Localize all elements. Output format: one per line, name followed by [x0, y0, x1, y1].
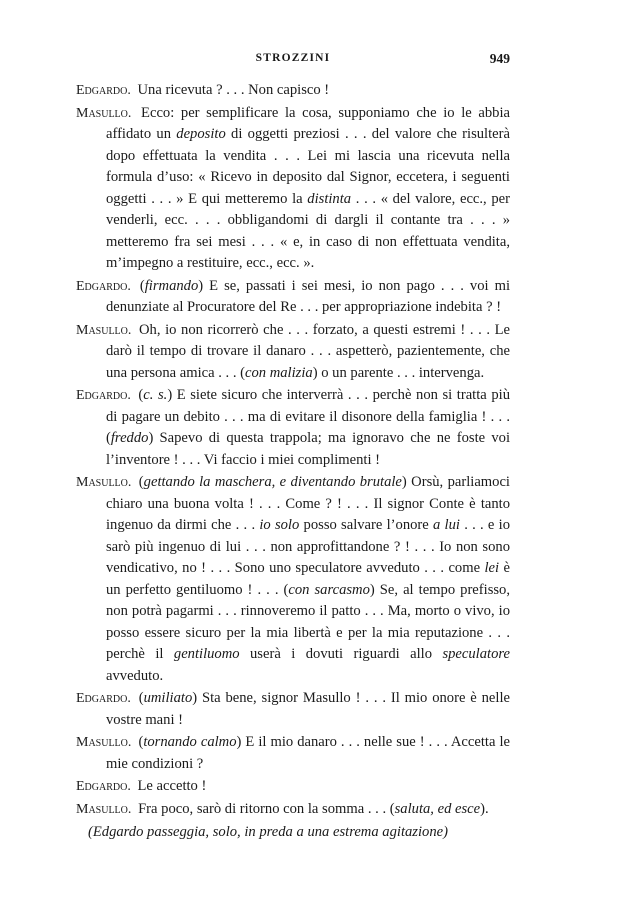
- dialogue-text: ) Orsù, parliamoci chiaro una buona volta ! . . . Come ? ! . . . Il signor Conte è tanto ingenuo da dirmi che . . .: [106, 474, 510, 533]
- dialogue-text: (: [138, 690, 144, 706]
- speaker-name: Masullo.: [76, 475, 132, 490]
- stage-direction-text: gentiluomo: [173, 646, 240, 662]
- dialogue-text: ) E siete sicuro che interverrà . . . perchè non si tratta più di pagare un debito . . . ma di evitare il disonore della famiglia ! . . . (: [106, 387, 510, 446]
- dialogue-text: Oh, io non ricorrerò che . . . forzato, a questi estremi ! . . . Le darò il tempo di trovare il danaro . . . aspetterò, pazientemente, che una persona amica . . . (: [106, 321, 510, 381]
- stage-direction-text: con malizia: [245, 364, 313, 381]
- speaker-name: Edgardo.: [76, 83, 131, 98]
- dialogue-text: ) E se, passati i sei mesi, io non pago . . . voi mi denunziate al Procuratore del Re . . . per appropriazione indebita ? !: [106, 277, 510, 315]
- dialogue-text: ) Se, al tempo prefisso, non potrà pagarmi . . . rinnoveremo il patto . . . Ma, morto o vivo, io posso essere sicuro per la mia libertà e per la mia reputazione . . . perchè il: [106, 581, 511, 662]
- dialogue-list: [76, 80, 510, 820]
- speaker-name: Edgardo.: [76, 779, 131, 794]
- dialogue-text: ) Sapevo di questa trappola; ma ignoravo che ne foste voi l’inventore ! . . . Vi faccio i miei complimenti !: [106, 430, 510, 468]
- dialogue-text: Fra poco, sarò di ritorno con la somma . . . (: [138, 800, 395, 817]
- speaker-name: Edgardo.: [76, 691, 131, 706]
- speaker-name: Masullo.: [76, 801, 132, 817]
- speech: [76, 799, 510, 821]
- speaker-name: Edgardo.: [76, 388, 131, 403]
- speech: [76, 732, 510, 775]
- dialogue-text: è un perfetto gentiluomo ! . . . (: [106, 560, 510, 598]
- stage-direction-text: c. s.: [143, 387, 168, 403]
- dialogue-text: posso salvare l’onore: [299, 517, 434, 533]
- dialogue-text: di oggetti preziosi . . . del valore che risulterà dopo effettuata la vendita . . . Lei mi lascia una ricevuta nella formula d’uso: « Ricevo in deposito dal Signor, eccetera, i seguenti oggetti . . . » E qui metteremo la: [106, 126, 510, 207]
- stage-direction-text: firmando: [144, 277, 199, 294]
- dialogue-text: ) o un parente . . . intervenga.: [312, 364, 485, 381]
- stage-direction-text: gettando la maschera, e diventando brutale: [143, 474, 402, 490]
- stage-direction-text: io solo: [259, 517, 300, 533]
- dialogue-text: (: [138, 474, 144, 490]
- speech: [76, 320, 510, 385]
- stage-direction-text: distinta: [307, 190, 352, 207]
- speech: [76, 472, 510, 687]
- speech: [76, 776, 510, 798]
- dialogue-text: (: [138, 387, 144, 403]
- dialogue-text: ).: [480, 800, 489, 817]
- speaker-name: Masullo.: [76, 105, 132, 121]
- dialogue-text: . . . e io sarò più ingenuo di lui . . . non approfittandone ? ! . . . Io non sono vendicativo, no ! . . . Sono uno speculatore avveduto . . . come: [106, 517, 510, 576]
- speaker-name: Edgardo.: [76, 278, 131, 294]
- stage-direction-text: umiliato: [143, 690, 193, 706]
- speech: [76, 103, 510, 275]
- speech: [76, 385, 510, 471]
- dialogue-text: (: [139, 277, 145, 294]
- stage-direction-text: saluta, ed esce: [394, 800, 481, 817]
- dialogue-text: ) E il mio danaro . . . nelle sue ! . . . Accetta le mie condizioni ?: [106, 734, 510, 772]
- dialogue-text: userà i dovuti riguardi allo: [239, 646, 443, 662]
- stage-direction-text: con sarcasmo: [288, 581, 370, 598]
- final-stage-direction: (Edgardo passeggia, solo, in preda a una estrema agitazione): [88, 824, 448, 840]
- page-number: 949: [489, 51, 510, 66]
- dialogue-text: Ecco: per semplificare la cosa, supponiamo che io le abbia affidato un: [106, 104, 510, 142]
- stage-direction-text: lei: [484, 560, 500, 576]
- page-header: [76, 52, 510, 72]
- dialogue-text: Una ricevuta ? . . . Non capisco !: [137, 82, 330, 98]
- speech: [76, 276, 510, 319]
- stage-direction-text: deposito: [176, 126, 226, 142]
- dialogue-text: Le accetto !: [137, 778, 207, 794]
- speaker-name: Masullo.: [76, 322, 132, 338]
- stage-direction-text: speculatore: [442, 646, 510, 662]
- stage-direction-text: a lui: [433, 517, 460, 533]
- dialogue-text: . . . « del valore, ecc., per venderli, ecc. . . . obbligandomi di dargli il contante tra . . . » metteremo fra sei mesi . . . « e, in caso di non effettuata vendita, m’impegno a restituire, ecc., ecc. ».: [106, 190, 510, 271]
- dialogue-text: (: [138, 734, 144, 750]
- speech: [76, 688, 510, 731]
- dialogue-body: [76, 80, 510, 845]
- dialogue-text: ) Sta bene, signor Masullo ! . . . Il mio onore è nelle vostre mani !: [106, 690, 510, 728]
- speaker-name: Masullo.: [76, 735, 132, 750]
- stage-direction-text: tornando calmo: [143, 734, 237, 750]
- stage-direction-text: freddo: [110, 430, 149, 446]
- dialogue-text: avveduto.: [106, 667, 164, 684]
- speech: [76, 80, 510, 102]
- running-title: STROZZINI: [255, 52, 331, 64]
